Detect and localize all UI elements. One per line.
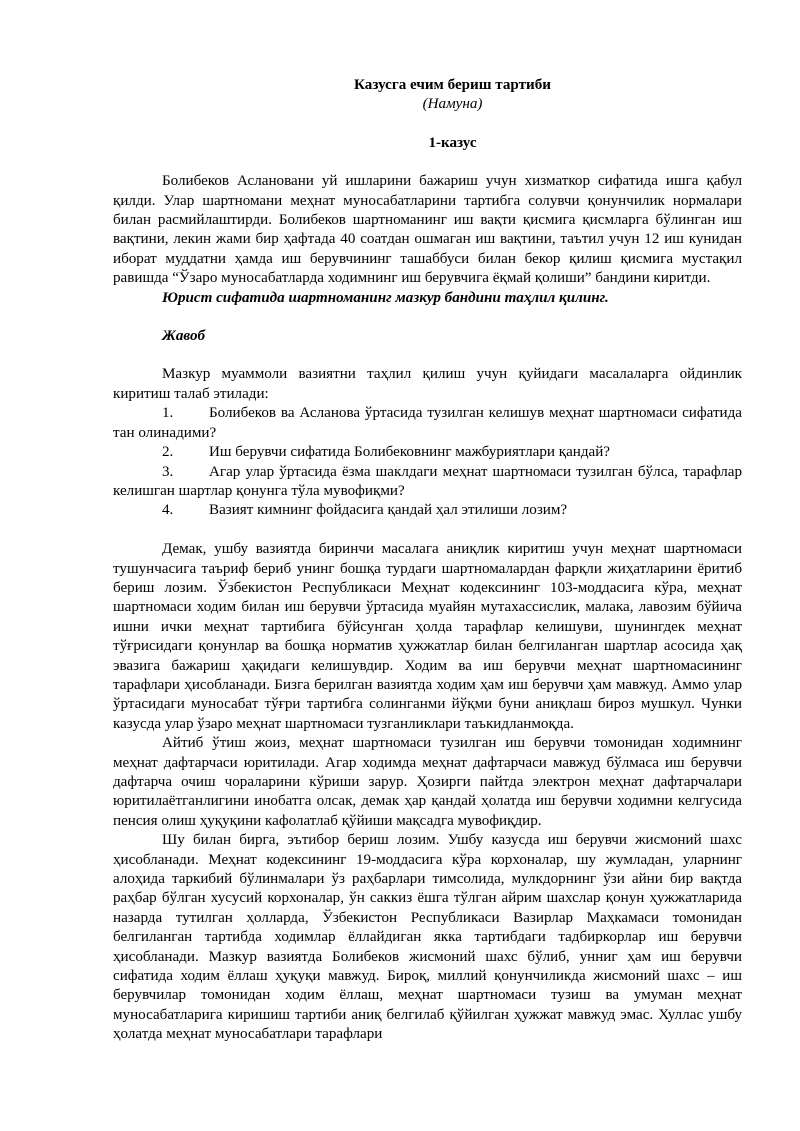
question-number: 2. <box>162 444 174 461</box>
question-item <box>113 404 742 443</box>
question-number: 3. <box>162 463 174 480</box>
document-subtitle: (Намуна) <box>422 96 483 113</box>
document-title: Казусга ечим бериш тартиби <box>354 77 551 93</box>
question-item <box>113 501 742 520</box>
case-title: 1-казус <box>428 134 477 151</box>
question-text: Иш берувчи сифатида Болибековнинг мажбуриятлари қандай? <box>209 444 611 461</box>
question-text: Вазият кимнинг фойдасига қандай ҳал этилиши лозим? <box>209 502 568 519</box>
body-paragraph: Шу билан бирга, эътибор бериш лозим. Ушбу казусда иш берувчи жисмоний шахс ҳисобланади. Меҳнат кодексининг 19-моддасига кўра корхоналар, шу жумладан, уларнинг алоҳида таркибий бўлинмалари ўз раҳбарлари тимсолида, мулкдорнинг ўзи айни бир вақтда раҳбар бўлган хусусий корхоналар, ўн саккиз ёшга тўлган айрим шахслар қонун ҳужжатларида назарда тутилган ҳолларда, Ўзбекистон Республикаси Вазирлар Маҳкамаси томонидан белгиланган тартибда ходимлар ёллайдиган якка тартибдаги тадбиркорлар иш берувчи ҳисобланади. Мазкур вазиятда Болибеков жисмоний шахс бўлиб, унниг ҳам иш берувчи сифатида ходим ёллаш ҳуқуқи мавжуд. Бироқ, миллий қонунчиликда жисмоний шахс – иш берувчилар томонидан ходим ёллаш, меҳнат шартномаси тузиш ва умуман меҳнат муносабатларига киришиш тартиби аниқ белгилаб қўйилган ҳужжат мавжуд эмас. Хуллас ушбу ҳолатда меҳнат муносабатлари тарафлари <box>113 832 742 1043</box>
question-item <box>113 463 742 502</box>
question-text: Болибеков ва Асланова ўртасида тузилган келишув меҳнат шартномаси сифатида тан олинадими? <box>113 405 742 441</box>
task-text: Юрист сифатида шартноманинг мазкур бандини таҳлил қилинг. <box>162 289 609 306</box>
paragraph-gap <box>113 521 742 540</box>
answer-label: Жавоб <box>162 328 206 345</box>
question-text: Агар улар ўртасида ёзма шаклдаги меҳнат шартномаси тузилган бўлса, тарафлар келишган шартлар қонунга тўла мувофиқми? <box>113 463 742 499</box>
body-paragraph: Айтиб ўтиш жоиз, меҳнат шартномаси тузилган иш берувчи томонидан ходимнинг меҳнат дафтарчаси юритилади. Агар ходимда меҳнат дафтарчаси мавжуд бўлмаса иш берувчи дафтарча очиш чораларини кўриши зарур. Ҳозирги пайтда электрон меҳнат дафтарчалари юритилаётганлигини инобатга олсак, демак ҳар қандай ҳолатда иш берувчи ходимни келгусида пенсия олиш ҳуқуқини кафолатлаб қўйиши мақсадга мувофиқдир. <box>113 735 742 829</box>
body-paragraph: Демак, ушбу вазиятда биринчи масалага аниқлик киритиш учун меҳнат шартномаси тушунчасига таъриф бериб унинг бошқа турдаги шартномалардан фарқли жиҳатларини ёритиб бериш лозим. Ўзбекистон Республикаси Меҳнат кодексининг 103-моддасига кўра, меҳнат шартномаси ходим билан иш берувчи ўртасида муайян мутахассислик, малака, лавозим бўйича ишни ички меҳнат тартибига бўйсунган ҳолда тарафлар келишуви, шунингдек меҳнат тўғрисидаги қонунлар ва бошқа норматив ҳужжатлар билан белгиланган шартлар асосида ҳақ эвазига бажариш ҳақидаги келишувдир. Ходим ва иш берувчи меҳнат шартномасининг тарафлари ҳисобланади. Бизга берилган вазиятда ходим ҳам иш берувчи ҳам мавжуд. Аммо улар ўртасидаги муносабат тўғри тартибга солинганми йўқми буни аниқлаш бироз мушкул. Чунки казусда улар ўзаро меҳнат шартномаси тузганликлари таъкидланмоқда. <box>113 541 742 732</box>
answer-intro: Мазкур муаммоли вазиятни таҳлил қилиш учун қуйидаги масалаларга ойдинлик киритиш талаб этилади: <box>113 366 742 402</box>
case-text: Болибеков Аслановани уй ишларини бажариш учун хизматкор сифатида ишга қабул қилди. Улар шартномани меҳнат муносабатларини тартибга солувчи қонунчилик нормалари билан расмийлаштирди. Болибеков шартноманинг иш вақти қисмига қисмларга бўлинган иш вақтини, лекин жами бир ҳафтада 40 соатдан ошмаган иш вақтини, таътил учун 12 иш кунидан иборат муддатни ҳамда иш берувчининг ташаббуси билан бекор қилиш қисмига мустақил равишда “Ўзаро муносабатларда ходимнинг иш берувчига ёқмай қолиши” бандини киритди. <box>113 173 742 287</box>
question-number: 4. <box>162 502 174 519</box>
question-item <box>113 443 742 462</box>
document-content <box>113 76 742 1045</box>
question-number: 1. <box>162 405 174 422</box>
